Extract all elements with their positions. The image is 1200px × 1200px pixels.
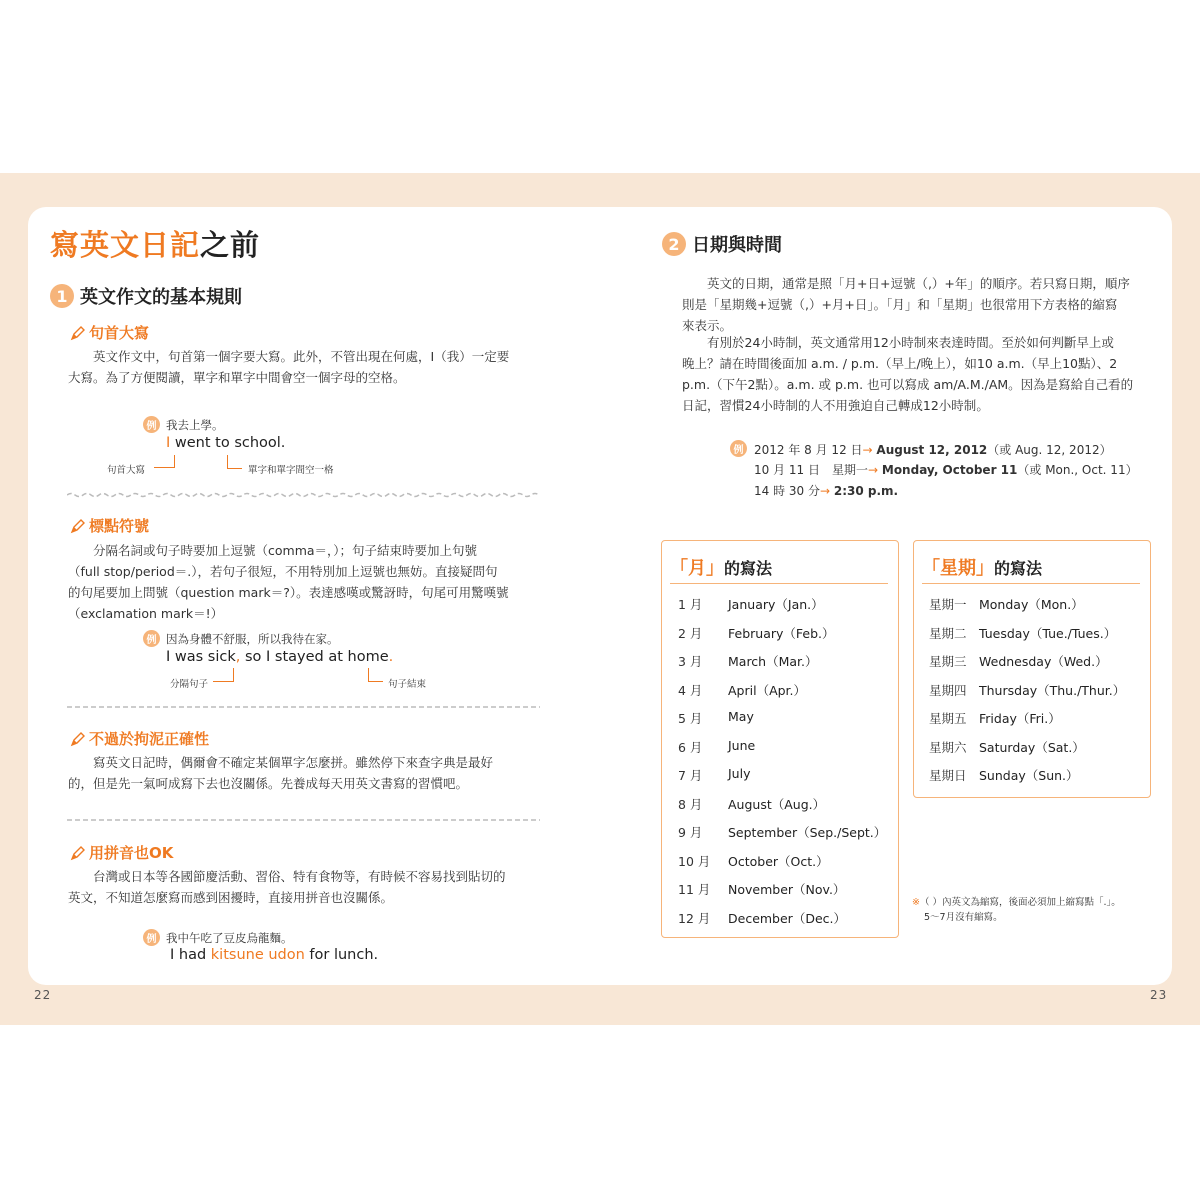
weekday-row: [929, 766, 1079, 784]
month-row: [678, 766, 750, 784]
example-en: I went to school.: [166, 435, 286, 451]
month-row: [678, 624, 835, 642]
example-en: I had kitsune udon for lunch.: [170, 947, 379, 963]
pencil-icon: [70, 845, 86, 861]
section-number-badge: 2: [662, 232, 686, 256]
example-zh: 例 我去上學。: [143, 416, 224, 433]
weekday-en: Tuesday（Tue./Tues.）: [979, 625, 1117, 641]
annotation-arrow: [213, 681, 233, 682]
month-row: [678, 738, 755, 756]
annotation-arrow: [233, 668, 234, 682]
weekday-zh: 星期六: [929, 739, 967, 755]
example-badge: 例: [143, 630, 160, 647]
month-en: November（Nov.）: [728, 882, 846, 897]
month-row: [678, 852, 829, 870]
subheading-accuracy: 不過於拘泥正確性: [70, 728, 209, 749]
month-zh: 7 月: [678, 768, 703, 783]
month-en: January（Jan.）: [728, 597, 824, 612]
weekday-zh: 星期一: [929, 597, 967, 612]
subheading-romanization: 用拼音也OK: [70, 842, 173, 863]
weekday-row: [929, 624, 1116, 642]
date-example-row: 2012 年 8 月 12 日→ August 12, 2012（或 Aug. 12, 2012）: [754, 443, 1112, 457]
section-heading-2: 2 日期與時間: [662, 231, 782, 257]
paragraph-time-format: 有別於24小時制，英文通常用12小時制來表達時間。至於如何判斷早上或 晚上？請在時間後面加 a.m. / p.m.（早上/晚上），如10 a.m.（早上10點）、2 p.m.（下午2點）。a.m. 或 p.m. 也可以寫成 am/A.M./AM。因為是寫給自己看的 日記，習慣24小時制的人不用強迫自己轉成12小時制。: [682, 335, 1134, 413]
month-zh: 1 月: [678, 597, 703, 612]
month-en: March（Mar.）: [728, 654, 818, 669]
example-zh: 例 因為身體不舒服，所以我待在家。: [143, 630, 339, 647]
month-zh: 6 月: [678, 739, 703, 755]
date-example-row: 14 時 30 分→ 2:30 p.m.: [754, 484, 899, 498]
divider: [67, 817, 540, 823]
pencil-icon: [70, 731, 86, 747]
paragraph-romanization: 台灣或日本等各國節慶活動、習俗、特有食物等，有時候不容易找到貼切的 英文，不知道怎麼寫而感到困擾時，直接用拼音也沒關係。: [68, 869, 506, 905]
weekday-zh: 星期五: [929, 711, 967, 726]
month-row: [678, 709, 754, 727]
annotation-note: 句首大寫: [107, 465, 146, 476]
example-en: I was sick, so I stayed at home.: [166, 649, 394, 665]
weekday-en: Wednesday（Wed.）: [979, 654, 1108, 669]
month-en: June: [728, 737, 756, 753]
page-title: 寫英文日記之前: [50, 228, 261, 262]
month-zh: 2 月: [678, 625, 703, 641]
month-zh: 4 月: [678, 682, 703, 698]
example-badge: 例: [143, 416, 160, 433]
example-zh: 例 我中午吃了豆皮烏龍麵。: [143, 929, 293, 946]
section-number-badge: 1: [50, 284, 74, 308]
paragraph-punctuation: 分隔名詞或句子時要加上逗號（comma＝，）；句子結束時要加上句號 （full stop/period＝.），若句子很短，不用特別加上逗號也無妨。直接疑問句 的句尾要加上問號（question mark＝?）。表達感嘆或驚訝時，句尾可用驚嘆號 （exclamation mark＝!）: [68, 543, 509, 621]
month-en: October（Oct.）: [728, 853, 829, 869]
month-en: December（Dec.）: [728, 910, 846, 926]
date-example-badge-wrap: [730, 440, 753, 457]
left-page-number: 22: [34, 988, 52, 1002]
month-en: April（Apr.）: [728, 682, 807, 698]
weekday-row: [929, 652, 1108, 670]
annotation-arrow: [368, 668, 383, 682]
month-en: August（Aug.）: [728, 796, 826, 812]
right-page-number: 23: [1150, 988, 1168, 1002]
month-row: [678, 652, 818, 670]
weekday-row: [929, 681, 1125, 699]
weekday-row: [929, 738, 1085, 756]
example-badge: 例: [143, 929, 160, 946]
pencil-icon: [70, 518, 86, 534]
month-zh: 9 月: [678, 825, 703, 840]
month-zh: 3 月: [678, 654, 703, 669]
annotation-arrow: [154, 467, 174, 468]
table-rule: [670, 583, 888, 584]
pencil-icon: [70, 325, 86, 341]
annotation-note: 單字和單字間空一格: [248, 465, 334, 476]
month-row: [678, 823, 886, 841]
divider: [67, 704, 540, 710]
weekday-en: Thursday（Thu./Thur.）: [979, 682, 1126, 698]
weekday-row: [929, 595, 1084, 613]
weekday-en: Sunday（Sun.）: [979, 768, 1079, 783]
weekday-row: [929, 709, 1061, 727]
subheading-capitalization: 句首大寫: [70, 322, 149, 343]
weekday-zh: 星期日: [929, 768, 967, 783]
month-row: [678, 681, 806, 699]
month-zh: 11 月: [678, 882, 711, 897]
month-row: [678, 795, 825, 813]
month-en: July: [728, 766, 751, 781]
section-heading-1: 1 英文作文的基本規則: [50, 283, 242, 309]
weekday-en: Saturday（Sat.）: [979, 739, 1085, 755]
example-badge: 例: [730, 440, 747, 457]
date-example-row: 10 月 11 日 星期一→ Monday, October 11（或 Mon., Oct. 11）: [754, 463, 1138, 477]
month-zh: 10 月: [678, 853, 711, 869]
month-en: February（Feb.）: [728, 625, 835, 641]
month-row: [678, 909, 846, 927]
annotation-arrow: [227, 455, 242, 469]
weekday-zh: 星期三: [929, 654, 967, 669]
month-row: [678, 880, 845, 898]
month-zh: 12 月: [678, 910, 711, 926]
paragraph-date-order: 英文的日期，通常是照「月+日+逗號（,）+年」的順序。若只寫日期，順序 則是「星期幾+逗號（,）+月+日」。「月」和「星期」也很常用下方表格的縮寫 來表示。: [682, 276, 1130, 333]
weekdays-table-title: 「 星期 」 的寫法: [922, 558, 1043, 579]
divider: [67, 492, 540, 498]
month-zh: 5 月: [678, 711, 703, 726]
paragraph-capitalization: 英文作文中，句首第一個字要大寫。此外，不管出現在何處，I（我）一定要 大寫。為了方便閱讀，單字和單字中間會空一個字母的空格。: [68, 349, 510, 385]
month-zh: 8 月: [678, 796, 703, 812]
weekday-en: Monday（Mon.）: [979, 597, 1084, 612]
month-en: May: [728, 709, 754, 724]
subheading-punctuation: 標點符號: [70, 515, 149, 536]
table-rule: [922, 583, 1140, 584]
month-row: [678, 595, 824, 613]
weekday-zh: 星期四: [929, 682, 967, 698]
annotation-arrow: [174, 455, 175, 468]
annotation-note: 分隔句子: [170, 679, 209, 690]
annotation-note: 句子結束: [388, 679, 427, 690]
footnote: ※（ ）內英文為縮寫，後面必須加上縮寫點「.」。 5～7月沒有縮寫。: [912, 897, 1121, 923]
months-table-title: 「 月 」 的寫法: [670, 558, 773, 579]
paragraph-accuracy: 寫英文日記時，偶爾會不確定某個單字怎麼拼。雖然停下來查字典是最好 的，但是先一氣呵成寫下去也沒關係。先養成每天用英文書寫的習慣吧。: [68, 755, 494, 791]
weekday-en: Friday（Fri.）: [979, 711, 1061, 726]
weekday-zh: 星期二: [929, 625, 967, 641]
month-en: September（Sep./Sept.）: [728, 825, 887, 840]
